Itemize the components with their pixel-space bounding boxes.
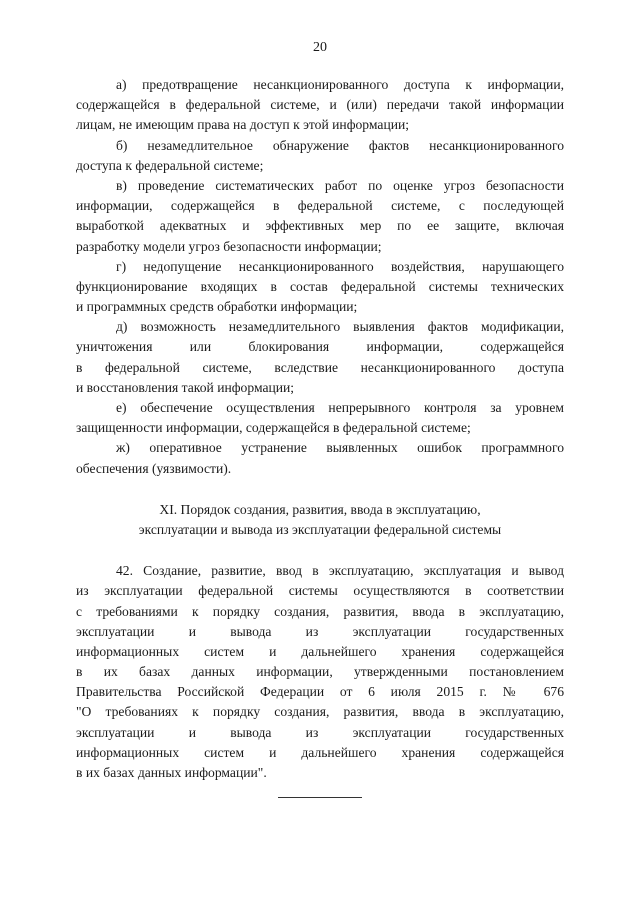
text-line: "О требованиях к порядку создания, развития, ввода в эксплуатацию, — [76, 704, 564, 720]
document-body — [76, 75, 564, 783]
text-line: и программных средств обработки информации; — [76, 299, 358, 315]
text-line: и восстановления такой информации; — [76, 379, 295, 395]
text-line: в их базах данных информации". — [76, 765, 267, 780]
text-line: б) незамедлительное обнаружение фактов несанкционированного — [116, 137, 564, 153]
text-line: информации, содержащейся в федеральной системе, с последующей — [76, 198, 564, 214]
paragraph — [76, 75, 564, 136]
text-line: лицам, не имеющим права на доступ к этой информации; — [76, 117, 410, 133]
text-line: доступа к федеральной системе; — [76, 157, 264, 173]
text-line: из эксплуатации федеральной системы осуществляются в соответствии — [76, 583, 564, 599]
text-line: д) возможность незамедлительного выявления фактов модификации, — [116, 319, 564, 335]
paragraph — [76, 136, 564, 176]
section-heading — [76, 500, 564, 540]
text-line: эксплуатации и вывода из эксплуатации государственных — [76, 623, 564, 639]
text-line: разработку модели угроз безопасности информации; — [76, 238, 382, 254]
text-line: в их базах данных информации, утвержденными постановлением — [76, 664, 564, 680]
paragraph — [76, 176, 564, 257]
text-line: ж) оперативное устранение выявленных ошибок программного — [116, 440, 564, 456]
paragraph — [76, 257, 564, 318]
text-line: в федеральной системе, вследствие несанкционированного доступа — [76, 359, 564, 375]
text-line: информационных систем и дальнейшего хранения содержащейся — [76, 744, 564, 760]
heading-line: XI. Порядок создания, развития, ввода в эксплуатацию, — [159, 501, 481, 517]
paragraph — [76, 398, 564, 438]
text-line: защищенности информации, содержащейся в федеральной системе; — [76, 420, 471, 436]
text-line: выработкой адекватных и эффективных мер по ее защите, включая — [76, 218, 564, 234]
text-line: содержащейся в федеральной системе, и (или) передачи такой информации — [76, 97, 564, 113]
text-line: функционирование входящих в состав федеральной системы технических — [76, 278, 564, 294]
text-line: уничтожения или блокирования информации, содержащейся — [76, 339, 564, 355]
heading-line: эксплуатации и вывода из эксплуатации федеральной системы — [138, 521, 502, 537]
text-line: г) недопущение несанкционированного воздействия, нарушающего — [116, 258, 564, 274]
text-line: эксплуатации и вывода из эксплуатации государственных — [76, 724, 564, 740]
page-number: 20 — [313, 40, 327, 55]
text-line: информационных систем и дальнейшего хранения содержащейся — [76, 643, 564, 659]
text-line: е) обеспечение осуществления непрерывного контроля за уровнем — [116, 400, 564, 415]
text-line: с требованиями к порядку создания, развития, ввода в эксплуатацию, — [76, 603, 564, 619]
paragraph — [76, 438, 564, 478]
text-line: обеспечения (уязвимости). — [76, 460, 232, 476]
text-line: а) предотвращение несанкционированного доступа к информации, — [116, 77, 564, 92]
paragraph — [76, 317, 564, 398]
text-line: 42. Создание, развитие, ввод в эксплуатацию, эксплуатация и вывод — [116, 563, 564, 579]
paragraph — [76, 561, 564, 783]
text-line: Правительства Российской Федерации от 6 июля 2015 г. № 676 — [76, 684, 564, 700]
text-line: в) проведение систематических работ по оценке угроз безопасности — [116, 177, 564, 193]
footer-rule — [278, 797, 362, 798]
